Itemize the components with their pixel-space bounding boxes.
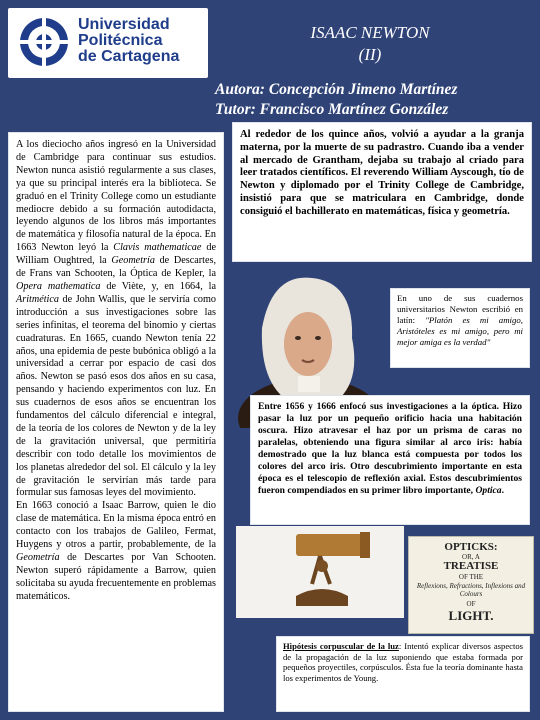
quote-text: "Platón es mi amigo, Aristóteles es mi amigo, pero mi mejor amiga es la verdad" [397, 315, 523, 347]
upct-shield-icon [18, 16, 70, 68]
university-logo [8, 8, 208, 78]
hypothesis-text: : Intentó explicar diversos aspectos de la propagación de la luz suponiendo que estaba formada por pequeños proyectiles, corpúsculos. Ésta fue la teoría dominante hasta los experimentos de Young. [283, 641, 523, 683]
book-title-geometria: Geometría [16, 552, 60, 563]
authors-block [215, 80, 535, 120]
youth-text-box: Al rededor de los quince años, volvió a ayudar a la granja materna, por la muerte de su padrastro. Cuando iba a vender al mercado de Grantham, dejaba su trabajo al criado para leer tratados científicos. El reverendo William Ayscough, tío de Newton y diplomado por el Trinity College de Cambridge, insistió para que se matriculara en Cambridge, donde consiguió el bachillerato en matemáticas, física y geometría. [232, 122, 532, 262]
reflecting-telescope-icon [236, 526, 404, 618]
hypothesis-label: Hipótesis corpuscular de la luz [283, 641, 399, 651]
title-line2: (II) [358, 45, 382, 64]
title-line1: ISAAC NEWTON [310, 23, 430, 42]
book-line: LIGHT. [448, 608, 494, 623]
book-title-opera: Opera mathematica [16, 280, 101, 292]
left-paragraph-2 [16, 500, 216, 603]
quote-box [390, 288, 530, 368]
book-line: OF THE [458, 573, 484, 581]
logo-line3: de Cartagena [78, 48, 180, 65]
book-line: OF [466, 600, 476, 608]
book-line: OPTICKS: [444, 541, 498, 553]
text-run: de Descartes por Van Schooten. Newton superó rápidamente a Barrow, quien solicitaba su ayuda frecuentemente en problemas matemáticos. [16, 552, 216, 602]
logo-line2: Politécnica [78, 32, 163, 49]
optics-book-title: Optica [475, 485, 502, 496]
logo-line1: Universidad [78, 16, 170, 33]
tutor-line: Tutor: Francisco Martínez González [215, 101, 449, 118]
author-line: Autora: Concepción Jimeno Martínez [215, 81, 458, 98]
text-run: de John Wallis, que le serviría como introducción a sus investigaciones sobre las series infinitas, el teorema del binomio y ciertas cuadraturas. En 1665, cuando Newton tenía 22 años, una epidemia de peste bubónica obligó a la universidad a cerrar por espacio de casi dos años. Newton se pasó esos dos años en su casa, pensando y haciendo experimentos con luz. En sus cuadernos de esos años se encuentran los fundamentos del cálculo diferencial e integral, de la teoría de los colores de Newton y de la ley de la gravitación universal, que permitiría describir con todo detalle los movimientos de los planetas alrededor del sol. El cálculo y la ley de gravitación le servirían más tarde para formular sus famosas leyes del movimiento. [16, 293, 216, 499]
book-line: Reflexions, Refractions, Inflexions and Colours [416, 582, 526, 598]
corpuscular-hypothesis-box [276, 636, 530, 712]
text-run: A los dieciocho años ingresó en la Universidad de Cambridge para continuar sus estudios. Newton nunca asistió regularmente a sus clases, ya que su principal interés era la biblioteca. Se graduó en el Trinity College como un estudiante mediocre debido a su formación autodidacta, leyendo algunos de los libros más importantes de matemática y filosofía natural de la época. En 1663 Newton leyó la [16, 139, 216, 254]
book-title-aritmetica: Aritmética [16, 293, 60, 305]
left-text-box [8, 132, 224, 712]
opticks-book-image [408, 536, 534, 634]
left-paragraph-1 [16, 139, 216, 500]
telescope-image [236, 526, 404, 618]
book-line: OR, A [462, 553, 480, 561]
text-run: . [501, 485, 504, 496]
optics-text-box [250, 395, 530, 525]
optics-paragraph: Entre 1656 y 1666 enfocó sus investigaciones a la óptica. Hizo pasar la luz por un pequeño orificio hacia una habitación oscura. Hizo atravesar el haz por un prisma de caras no paralelas, obteniendo una figura similar al arco iris: había demostrado que la luz blanca está compuesta por todos los colores del arco iris. Otro descubrimiento importante en esta época es el telescopio de reflexión axial. Estos descubrimientos fueron compendiados en su primer libro importante, [258, 401, 522, 496]
text-run: de William Oughtred, la [16, 242, 216, 267]
text-run: En 1663 conoció a Isaac Barrow, quien le dio clase de matemática. En la misma época entró en contacto con los trabajos de Galileo, Fermat, Huygens y otros a partir, probablemente, de la [16, 500, 216, 551]
quote-intro: En uno de sus cuadernos universitarios Newton escribió en latín: [397, 293, 523, 325]
text-run: de Descartes, de Frans van Schooten, la Óptica de Kepler, la [16, 255, 216, 280]
poster-title [250, 22, 490, 66]
text-run: de Viète, y, en 1664, la [100, 280, 217, 292]
book-title-clavis: Clavis mathematicae [113, 242, 202, 254]
book-title-geometria: Geometría [111, 255, 155, 267]
book-line: TREATISE [443, 560, 499, 572]
